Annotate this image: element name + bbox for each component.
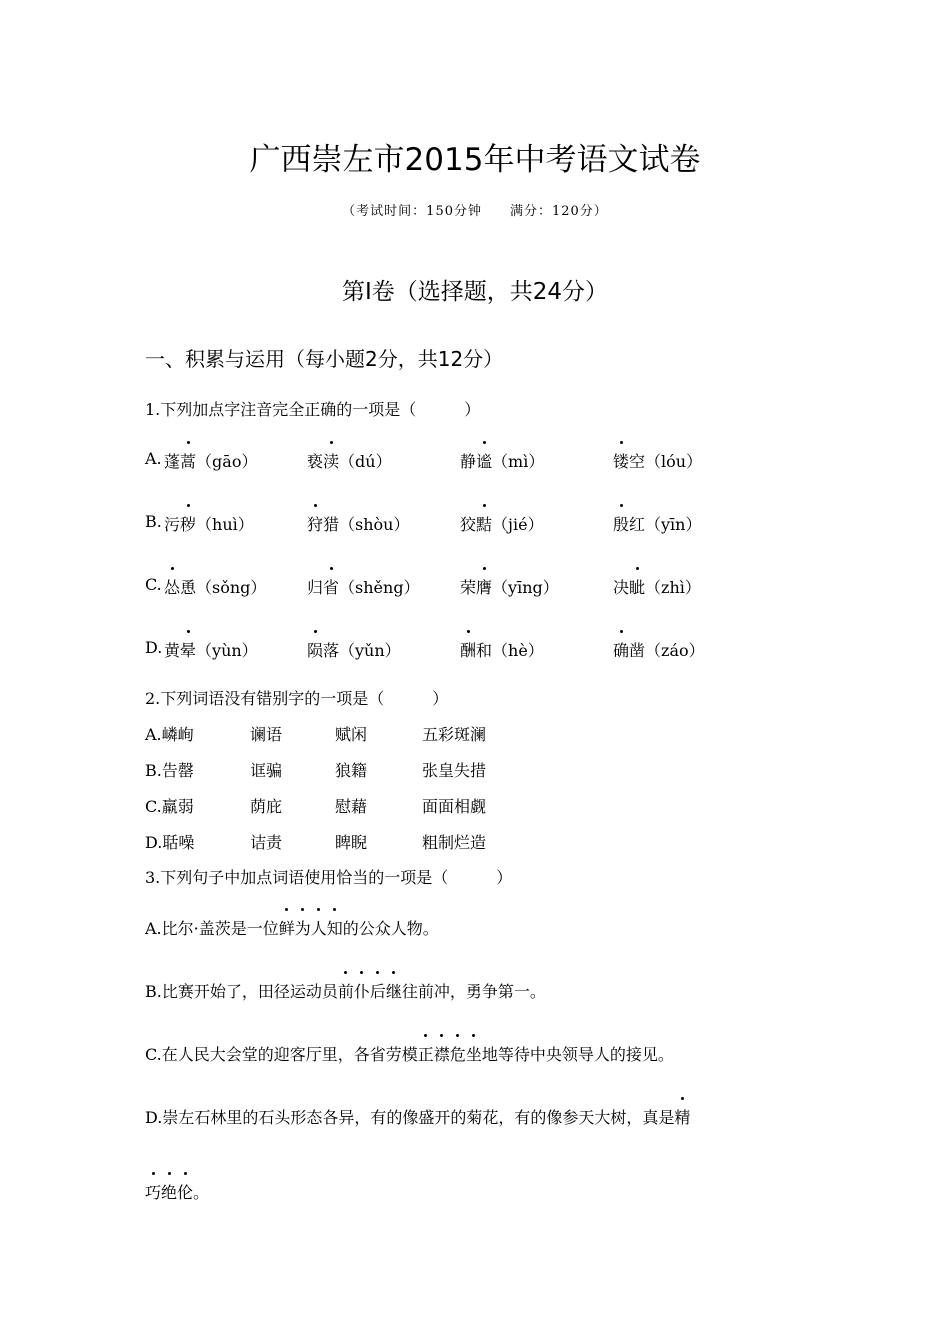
q3-option-b: B.比赛开始了，田径运动员前仆后继往前冲，勇争第一。 bbox=[145, 979, 546, 1002]
emphasized-phrase bbox=[674, 1105, 690, 1128]
exam-info: （考试时间：150分钟 满分：120分） bbox=[342, 204, 608, 219]
emphasized-phrase bbox=[145, 1180, 193, 1203]
q2-option-a-word-2: 谰语 bbox=[250, 725, 283, 744]
q1-option-c-word-4: 决眦（zhì） bbox=[613, 575, 701, 598]
emphasized-phrase bbox=[279, 919, 343, 938]
dotted-char: 后 bbox=[370, 979, 386, 1002]
q2-option-a-word-1: A.嶙峋 bbox=[145, 725, 194, 744]
question-3-stem: 3.下列句子中加点词语使用恰当的一项是（ ） bbox=[145, 868, 513, 887]
dotted-char: 精 bbox=[674, 1105, 690, 1128]
q1-option-b-word-3: 狡黠（jié） bbox=[460, 512, 544, 535]
q2-option-c-word-2: 荫庇 bbox=[250, 797, 283, 816]
q1-option-c-word-1: 怂恿（sǒng） bbox=[164, 575, 266, 598]
q2-option-c-word-3: 慰藉 bbox=[335, 797, 368, 816]
q2-option-b-word-4: 张皇失措 bbox=[422, 761, 487, 780]
dotted-char: 绝 bbox=[161, 1180, 177, 1203]
dotted-char: 人 bbox=[311, 916, 327, 939]
dotted-char: 巧 bbox=[145, 1180, 161, 1203]
q1-option-c-word-2: 归省（shěng） bbox=[307, 575, 420, 598]
dotted-char: 知 bbox=[327, 916, 343, 939]
document-title: 广西崇左市2015年中考语文试卷 bbox=[249, 142, 701, 178]
q1-option-d-label: D. bbox=[145, 638, 163, 657]
section-heading: 一、积累与运用（每小题2分，共12分） bbox=[145, 347, 504, 371]
q2-option-c-word-4: 面面相觑 bbox=[422, 797, 487, 816]
q1-option-c-word-3: 荣膺（yīng） bbox=[460, 575, 559, 598]
volume-title: 第Ⅰ卷（选择题，共24分） bbox=[341, 279, 609, 305]
dotted-char: 鲜 bbox=[279, 916, 295, 939]
q1-option-b-word-1: 污秽（huì） bbox=[164, 512, 254, 535]
q2-option-d-word-1: D.聒噪 bbox=[145, 833, 195, 852]
q3-option-a: A.比尔·盖茨是一位鲜为人知的公众人物。 bbox=[145, 916, 439, 939]
dotted-char: 继 bbox=[386, 979, 402, 1002]
q1-option-a-word-3: 静谧（mì） bbox=[460, 449, 544, 472]
q1-option-d-word-3: 酬和（hè） bbox=[460, 638, 544, 661]
q1-option-d-word-1: 黄晕（yùn） bbox=[164, 638, 258, 661]
q1-option-d-word-4: 确凿（záo） bbox=[613, 638, 705, 661]
q1-option-a-word-2: 亵渎（dú） bbox=[307, 449, 392, 472]
dotted-char: 为 bbox=[295, 916, 311, 939]
q2-option-d-word-2: 诘责 bbox=[250, 833, 283, 852]
q1-option-b-word-4: 殷红（yīn） bbox=[613, 512, 701, 535]
emphasized-phrase bbox=[418, 1042, 482, 1065]
q2-option-a-word-4: 五彩斑澜 bbox=[422, 725, 487, 744]
q1-option-b-label: B. bbox=[145, 512, 162, 531]
q2-option-a-word-3: 赋闲 bbox=[335, 725, 368, 744]
dotted-char: 前 bbox=[338, 979, 354, 1002]
q2-option-c-word-1: C.羸弱 bbox=[145, 797, 194, 816]
question-2-stem: 2.下列词语没有错别字的一项是（ ） bbox=[145, 689, 449, 708]
emphasized-phrase bbox=[338, 979, 402, 1002]
dotted-char: 伦 bbox=[177, 1180, 193, 1203]
q2-option-b-word-3: 狼籍 bbox=[335, 761, 368, 780]
q2-option-d-word-4: 粗制烂造 bbox=[422, 833, 487, 852]
q1-option-a-label: A. bbox=[145, 449, 162, 468]
q3-option-d-line-1: D.崇左石林里的石头形态各异，有的像盛开的菊花，有的像参天大树，真是精 bbox=[145, 1105, 690, 1128]
dotted-char: 危 bbox=[450, 1042, 466, 1065]
dotted-char: 坐 bbox=[466, 1042, 482, 1065]
q2-option-b-word-2: 诓骗 bbox=[250, 761, 283, 780]
q3-option-d-line-2: 巧绝伦。 bbox=[145, 1180, 209, 1203]
q2-option-d-word-3: 睥睨 bbox=[335, 833, 368, 852]
dotted-char: 襟 bbox=[434, 1042, 450, 1065]
q1-option-a-word-1: 蓬蒿（gāo） bbox=[164, 449, 257, 472]
q2-option-b-word-1: B.告罄 bbox=[145, 761, 194, 780]
q1-option-c-label: C. bbox=[145, 575, 162, 594]
question-1-stem: 1.下列加点字注音完全正确的一项是（ ） bbox=[145, 400, 481, 419]
q1-option-a-word-4: 镂空（lóu） bbox=[613, 449, 702, 472]
q1-option-d-word-2: 陨落（yǔn） bbox=[307, 638, 401, 661]
q1-option-b-word-2: 狩猎（shòu） bbox=[307, 512, 409, 535]
q3-option-c: C.在人民大会堂的迎客厅里，各省劳模正襟危坐地等待中央领导人的接见。 bbox=[145, 1042, 674, 1065]
dotted-char: 正 bbox=[418, 1042, 434, 1065]
dotted-char: 仆 bbox=[354, 979, 370, 1002]
